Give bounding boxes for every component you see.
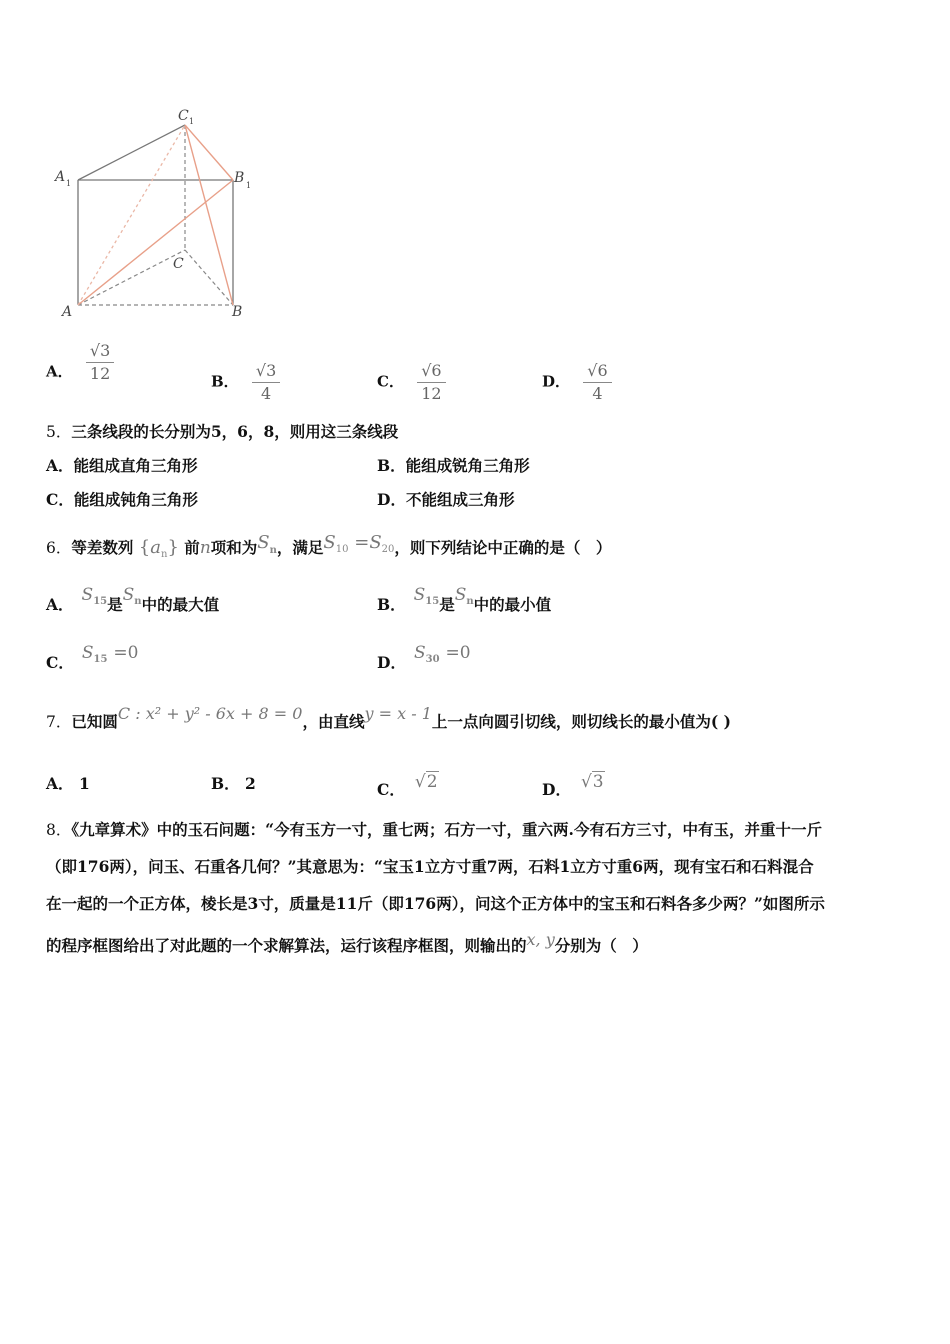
prism-figure bbox=[50, 100, 270, 325]
q5-option-a: A．能组成直角三角形 bbox=[46, 456, 198, 475]
edge-a-b1 bbox=[78, 180, 233, 305]
q8-line-1: 8．《九章算术》中的玉石问题：“今有玉方一寸，重七两；石方一寸，重六两.今有石方三寸，中有玉，并重十一斤 bbox=[46, 820, 822, 839]
q7-stem: 7．已知圆C : x² + y² - 6x + 8 = 0，由直线y = x - 1上一点向圆引切线，则切线长的最小值为( ) bbox=[46, 704, 731, 731]
sequence-an: $\{a_n\}$ bbox=[138, 537, 179, 560]
q8-line-2: （即176两），问玉、石重各几何？”其意思为：“宝玉1立方寸重7两，石料1立方寸重6两，现有宝石和石料混合 bbox=[46, 857, 814, 876]
output-xy: x, y bbox=[526, 930, 555, 949]
q6-option-d: D． $S^{30} =0$ bbox=[377, 643, 471, 672]
fraction: $\frac{√6}{4}$ bbox=[583, 360, 611, 405]
fraction: $\frac{√3}{4}$ bbox=[252, 360, 280, 405]
label-a1-sub: 1 bbox=[66, 179, 72, 188]
line-equation: y = x - 1 bbox=[364, 704, 432, 723]
option-label: C． bbox=[377, 372, 404, 391]
q7-option-d: D． √3 bbox=[542, 772, 604, 799]
q4-option-c bbox=[377, 360, 446, 405]
label-b1-sub: 1 bbox=[246, 181, 252, 190]
q6-option-b: B． $S^{15}$是$S^n$中的最小值 bbox=[377, 585, 552, 614]
q8-line-4: 的程序框图给出了对此题的一个求解算法，运行该程序框图，则输出的x, y分别为（ ） bbox=[46, 930, 648, 955]
label-a1: A bbox=[55, 169, 66, 185]
q5-option-d: D．不能组成三角形 bbox=[377, 490, 515, 509]
option-label: B． bbox=[211, 372, 239, 391]
circle-equation: C : x² + y² - 6x + 8 = 0 bbox=[117, 704, 303, 723]
question-text: 三条线段的长分别为5，6，8，则用这三条线段 bbox=[71, 422, 399, 441]
q5-stem bbox=[46, 420, 398, 442]
option-label: D． bbox=[542, 372, 571, 391]
fraction: $\frac{√6}{12}$ bbox=[417, 360, 445, 405]
label-c: C bbox=[173, 256, 184, 272]
q4-option-b bbox=[211, 360, 280, 405]
label-a: A bbox=[62, 304, 73, 320]
q4-option-a bbox=[46, 341, 114, 385]
fraction: $\frac{√3}{12}$ bbox=[86, 340, 114, 385]
q7-option-a: A． 1 bbox=[46, 774, 90, 793]
q5-option-b: B．能组成锐角三角形 bbox=[377, 456, 530, 475]
q6-option-a: A． $S^{15}$是$S^n$中的最大值 bbox=[46, 585, 220, 614]
label-c1: C bbox=[178, 108, 189, 124]
q7-option-c: C． √2 bbox=[377, 772, 438, 799]
label-c1-sub: 1 bbox=[189, 117, 195, 126]
s10-eq-s20: $S_{10} =S_{20}$ bbox=[323, 532, 395, 555]
q6-stem: 6．等差数列 $\{a_n\}$ 前n项和为Sn，满足$S_{10} =S_{20}$，则下列结论中正确的是（ ） bbox=[46, 532, 612, 560]
label-b1: B bbox=[234, 170, 245, 186]
label-b: B bbox=[232, 304, 243, 320]
option-label: A． bbox=[46, 362, 73, 381]
q5-option-c: C．能组成钝角三角形 bbox=[46, 490, 198, 509]
edge-a1-c1 bbox=[78, 125, 185, 180]
question-number: 5． bbox=[46, 423, 72, 441]
q8-line-3: 在一起的一个正方体，棱长是3寸，质量是11斤（即176两），问这个正方体中的宝玉和石料各多少两？”如图所示 bbox=[46, 894, 825, 913]
q4-option-d bbox=[542, 360, 612, 405]
q6-option-c: C． $S^{15} =0$ bbox=[46, 643, 139, 672]
q7-option-b: B． 2 bbox=[211, 774, 256, 793]
